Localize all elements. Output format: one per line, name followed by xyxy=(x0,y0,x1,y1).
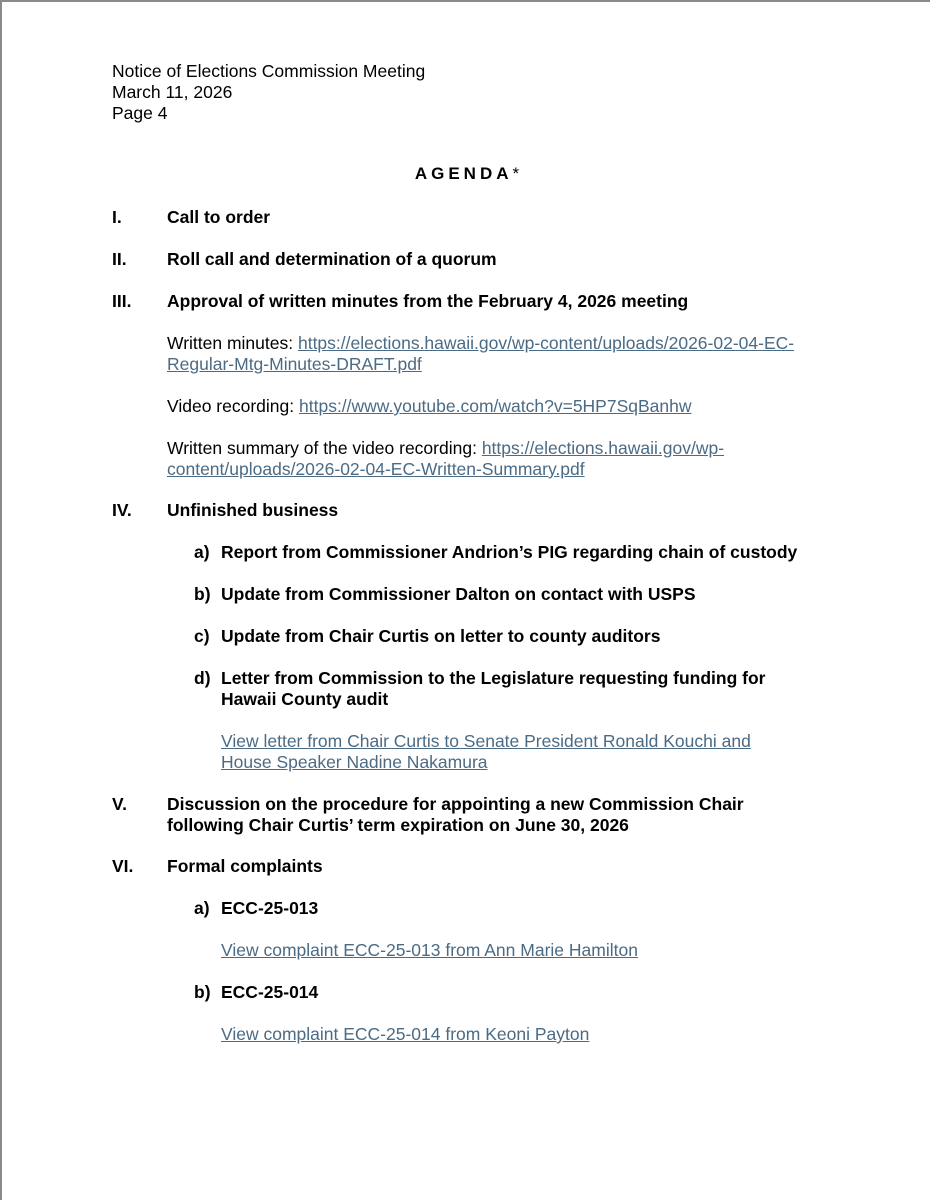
letter-link-line-2 xyxy=(221,752,488,773)
complaint-014-link-line xyxy=(221,1024,589,1045)
item-v-text-line-2: following Chair Curtis’ term expiration on June 30, 2026 xyxy=(167,815,629,835)
item-iv-c-text: Update from Chair Curtis on letter to county auditors xyxy=(221,626,661,646)
item-iv-numeral: IV. xyxy=(112,500,132,520)
video-line xyxy=(167,396,692,417)
agenda-title xyxy=(2,164,930,184)
summary-link[interactable]: https://elections.hawaii.gov/wp- xyxy=(481,438,725,458)
item-iii-text: Approval of written minutes from the February 4, 2026 meeting xyxy=(167,291,689,311)
letter-link-line-1 xyxy=(221,731,751,752)
item-iv-d-letter: d) xyxy=(194,668,211,688)
item-vi-numeral: VI. xyxy=(112,856,134,876)
item-ii-numeral: II. xyxy=(112,249,127,269)
item-v-numeral: V. xyxy=(112,794,127,814)
item-iv-d-text-line-1: Letter from Commission to the Legislature requesting funding for xyxy=(221,668,766,688)
complaint-013-link-line xyxy=(221,940,638,961)
view-complaint-013-link[interactable]: View complaint ECC-25-013 from Ann Marie Hamilton xyxy=(221,940,638,960)
summary-label: Written summary of the video recording: xyxy=(167,438,482,458)
minutes-label: Written minutes: xyxy=(167,333,298,353)
item-v-text-line-1: Discussion on the procedure for appointing a new Commission Chair xyxy=(167,794,744,814)
summary-line-1 xyxy=(167,438,724,459)
item-iii-numeral: III. xyxy=(112,291,132,311)
header-title: Notice of Elections Commission Meeting xyxy=(112,61,426,81)
summary-link-continued[interactable]: content/uploads/2026-02-04-EC-Written-Summary.pdf xyxy=(167,459,585,479)
item-iv-text: Unfinished business xyxy=(167,500,339,520)
item-i-text: Call to order xyxy=(167,207,271,227)
header-page-number: Page 4 xyxy=(112,103,168,123)
view-letter-link-continued[interactable]: House Speaker Nadine Nakamura xyxy=(221,752,488,772)
item-iv-a-text: Report from Commissioner Andrion’s PIG regarding chain of custody xyxy=(221,542,798,562)
item-ii-text: Roll call and determination of a quorum xyxy=(167,249,497,269)
video-label: Video recording: xyxy=(167,396,299,416)
minutes-link-continued[interactable]: Regular-Mtg-Minutes-DRAFT.pdf xyxy=(167,354,422,374)
item-vi-b-letter: b) xyxy=(194,982,211,1002)
view-complaint-014-link[interactable]: View complaint ECC-25-014 from Keoni Payton xyxy=(221,1024,590,1044)
item-iv-d-text-line-2: Hawaii County audit xyxy=(221,689,389,709)
header-date: March 11, 2026 xyxy=(112,82,233,102)
minutes-line-1 xyxy=(167,333,794,354)
item-i-numeral: I. xyxy=(112,207,122,227)
agenda-title-text: AGENDA xyxy=(414,164,513,183)
minutes-link[interactable]: https://elections.hawaii.gov/wp-content/uploads/2026-02-04-EC- xyxy=(297,333,795,353)
summary-line-2 xyxy=(167,459,585,480)
item-vi-a-letter: a) xyxy=(194,898,210,918)
view-letter-link[interactable]: View letter from Chair Curtis to Senate President Ronald Kouchi and xyxy=(221,731,751,751)
item-iv-b-text: Update from Commissioner Dalton on contact with USPS xyxy=(221,584,696,604)
item-vi-b-text: ECC-25-014 xyxy=(221,982,319,1002)
item-iv-c-letter: c) xyxy=(194,626,210,646)
item-iv-b-letter: b) xyxy=(194,584,211,604)
minutes-line-2 xyxy=(167,354,422,375)
item-iv-a-letter: a) xyxy=(194,542,210,562)
item-vi-text: Formal complaints xyxy=(167,856,323,876)
video-link[interactable]: https://www.youtube.com/watch?v=5HP7SqBanhw xyxy=(299,396,692,416)
agenda-title-asterisk: * xyxy=(512,164,520,183)
item-vi-a-text: ECC-25-013 xyxy=(221,898,319,918)
